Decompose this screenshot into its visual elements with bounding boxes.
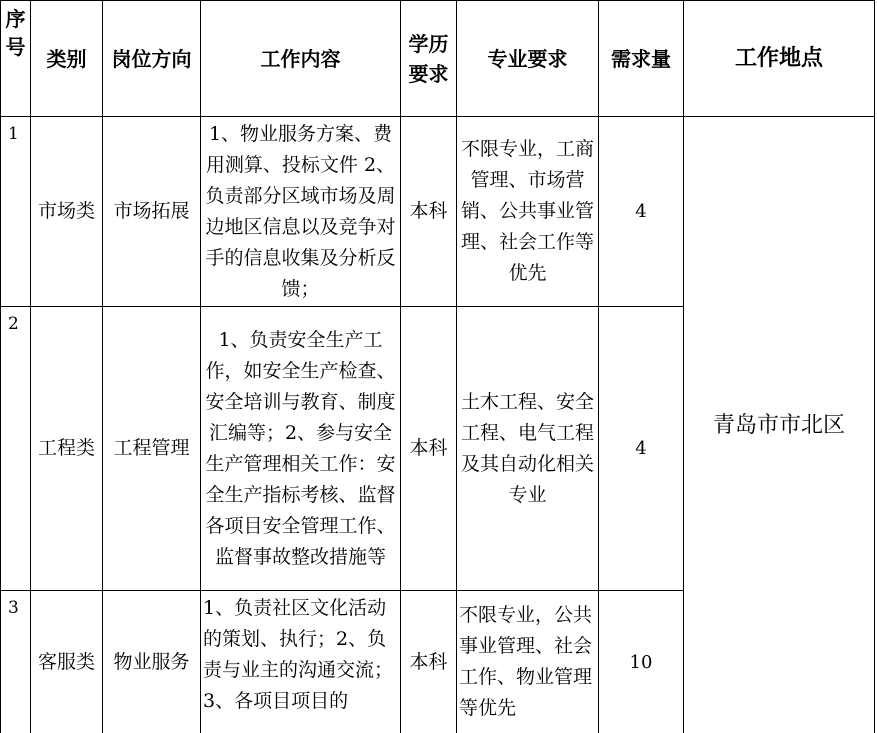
row-major: 土木工程、安全工程、电气工程及其自动化相关专业 <box>457 307 599 591</box>
row-education: 本科 <box>401 591 457 733</box>
header-category: 类别 <box>31 1 103 117</box>
header-direction: 岗位方向 <box>103 1 201 117</box>
row-direction: 工程管理 <box>103 307 201 591</box>
row-content: 1、负责社区文化活动的策划、执行；2、负责与业主的沟通交流；3、各项目项目的 <box>201 591 401 733</box>
header-education: 学历要求 <box>401 1 457 117</box>
location-cell: 青岛市市北区 <box>684 117 875 733</box>
row-major: 不限专业，公共事业管理、社会工作、物业管理等优先 <box>457 591 599 733</box>
row-direction: 市场拓展 <box>103 117 201 307</box>
row-major: 不限专业，工商管理、市场营销、公共事业管理、社会工作等优先 <box>457 117 599 307</box>
header-content: 工作内容 <box>201 1 401 117</box>
header-major: 专业要求 <box>457 1 599 117</box>
row-index: 2 <box>1 307 31 591</box>
row-content: 1、负责安全生产工作，如安全生产检查、安全培训与教育、制度汇编等；2、参与安全生产管理相关工作：安全生产指标考核、监督各项目安全管理工作、监督事故整改措施等 <box>201 307 401 591</box>
row-index: 1 <box>1 117 31 307</box>
row-count: 10 <box>599 591 684 733</box>
row-count: 4 <box>599 117 684 307</box>
row-content: 1、物业服务方案、费用测算、投标文件 2、负责部分区域市场及周边地区信息以及竞争对手的信息收集及分析反馈； <box>201 117 401 307</box>
table-header-row <box>1 1 875 117</box>
header-count: 需求量 <box>599 1 684 117</box>
row-education: 本科 <box>401 307 457 591</box>
row-index: 3 <box>1 591 31 733</box>
row-category: 市场类 <box>31 117 103 307</box>
header-index: 序号 <box>1 1 31 117</box>
row-direction: 物业服务 <box>103 591 201 733</box>
table-row <box>1 117 875 307</box>
row-education: 本科 <box>401 117 457 307</box>
row-category: 客服类 <box>31 591 103 733</box>
row-count: 4 <box>599 307 684 591</box>
header-location: 工作地点 <box>684 1 875 117</box>
row-category: 工程类 <box>31 307 103 591</box>
